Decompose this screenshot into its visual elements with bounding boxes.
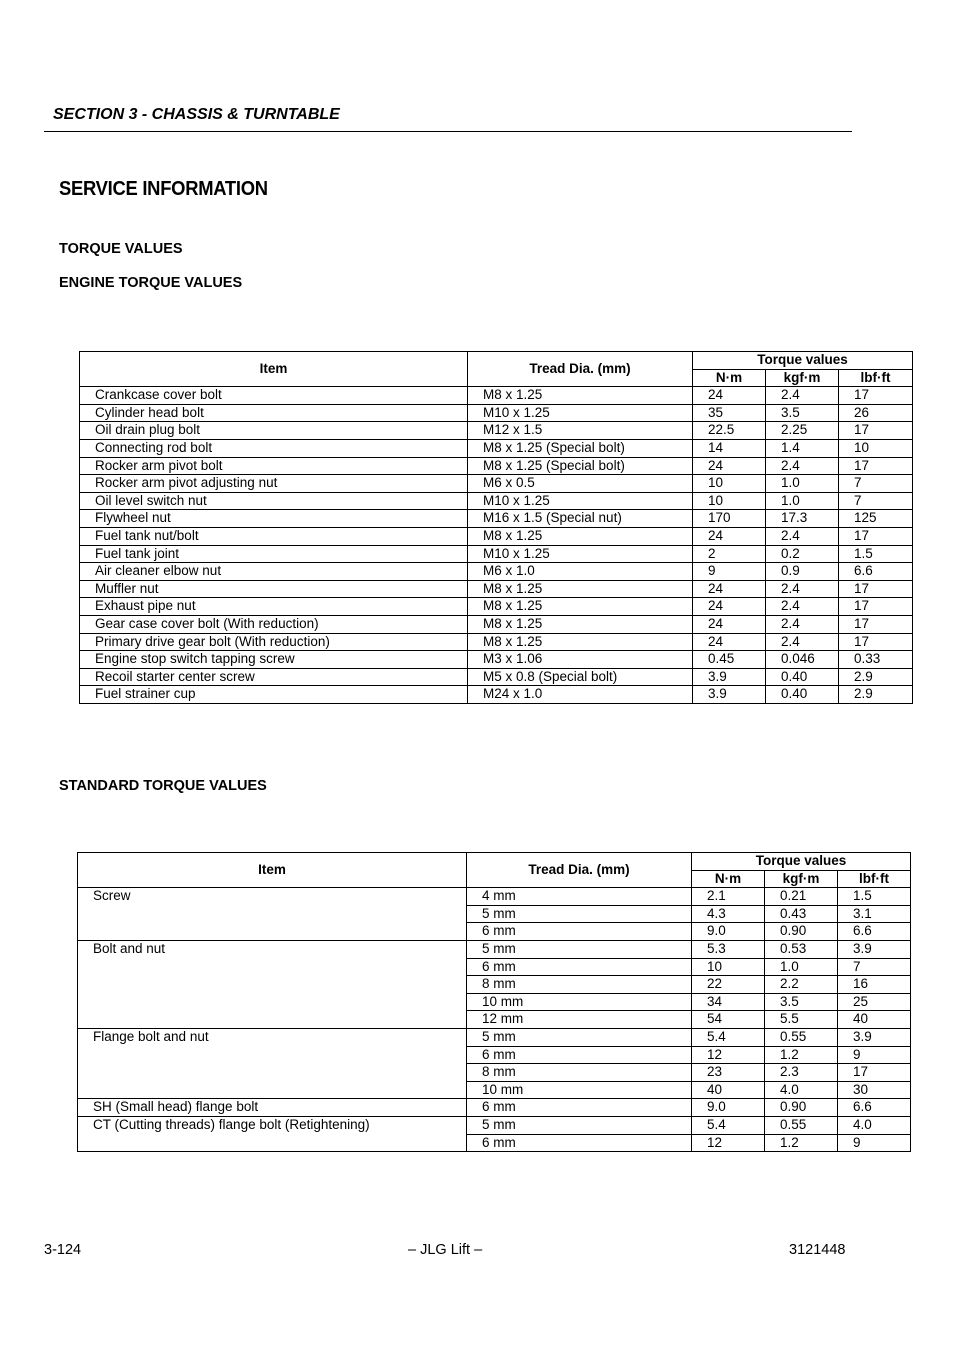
item-cell: Oil drain plug bolt [80,422,468,440]
footer-center: – JLG Lift – [408,1242,483,1258]
tread-cell: 6 mm [467,958,692,976]
lbfft-cell: 6.6 [839,563,913,581]
kgfm-cell: 17.3 [766,510,839,528]
tread-cell: 5 mm [467,1028,692,1046]
tread-cell: M16 x 1.5 (Special nut) [468,510,693,528]
item-cell: Crankcase cover bolt [80,387,468,405]
nm-cell: 3.9 [693,668,766,686]
table-row [80,686,913,704]
tread-cell: M8 x 1.25 [468,527,693,545]
lbfft-cell: 17 [839,580,913,598]
nm-cell: 3.9 [693,686,766,704]
nm-cell: 5.4 [692,1028,765,1046]
item-cell: Bolt and nut [78,940,467,1028]
nm-cell: 34 [692,993,765,1011]
nm-cell: 10 [692,958,765,976]
tread-cell: M8 x 1.25 [468,580,693,598]
tread-cell: M5 x 0.8 (Special bolt) [468,668,693,686]
tread-cell: M24 x 1.0 [468,686,693,704]
table-row [80,404,913,422]
item-cell: Oil level switch nut [80,492,468,510]
kgfm-cell: 1.0 [766,492,839,510]
kgfm-cell: 2.4 [766,527,839,545]
tread-cell: 5 mm [467,1116,692,1134]
col-nm-header: N·m [693,369,766,387]
nm-cell: 14 [693,439,766,457]
nm-cell: 24 [693,633,766,651]
lbfft-cell: 3.1 [838,905,911,923]
tread-cell: 6 mm [467,1046,692,1064]
lbfft-cell: 26 [839,404,913,422]
item-cell: Flywheel nut [80,510,468,528]
kgfm-cell: 0.9 [766,563,839,581]
col-item-header: Item [80,352,468,387]
kgfm-cell: 1.0 [766,475,839,493]
page-title: SERVICE INFORMATION [59,178,268,200]
lbfft-cell: 2.9 [839,668,913,686]
table-row [80,668,913,686]
kgfm-cell: 1.2 [765,1134,838,1152]
nm-cell: 24 [693,387,766,405]
col-lbfft-header: lbf·ft [839,369,913,387]
table-row [80,615,913,633]
table-row [80,527,913,545]
table-row [80,510,913,528]
tread-cell: M8 x 1.25 [468,598,693,616]
tread-cell: 10 mm [467,993,692,1011]
page-number: 3-124 [44,1242,82,1258]
table-row [78,940,911,958]
kgfm-cell: 0.40 [766,686,839,704]
kgfm-cell: 0.40 [766,668,839,686]
tread-cell: 8 mm [467,976,692,994]
col-tread-header: Tread Dia. (mm) [468,352,693,387]
table-row [80,387,913,405]
col-lbfft-header: lbf·ft [838,870,911,888]
tread-cell: M10 x 1.25 [468,492,693,510]
nm-cell: 24 [693,615,766,633]
item-cell: Engine stop switch tapping screw [80,651,468,669]
nm-cell: 12 [692,1046,765,1064]
kgfm-cell: 0.90 [765,923,838,941]
standard-torque-table [77,852,911,1152]
lbfft-cell: 17 [839,615,913,633]
nm-cell: 4.3 [692,905,765,923]
tread-cell: 4 mm [467,888,692,906]
tread-cell: M6 x 1.0 [468,563,693,581]
table-row [80,492,913,510]
kgfm-cell: 2.25 [766,422,839,440]
table-row [80,598,913,616]
col-tread-header: Tread Dia. (mm) [467,853,692,888]
item-cell: Cylinder head bolt [80,404,468,422]
table-row [80,439,913,457]
item-cell: Fuel strainer cup [80,686,468,704]
tread-cell: M8 x 1.25 (Special bolt) [468,439,693,457]
kgfm-cell: 2.4 [766,615,839,633]
tread-cell: M12 x 1.5 [468,422,693,440]
lbfft-cell: 16 [838,976,911,994]
nm-cell: 5.4 [692,1116,765,1134]
lbfft-cell: 25 [838,993,911,1011]
table-row [78,1099,911,1117]
tread-cell: 6 mm [467,1099,692,1117]
lbfft-cell: 3.9 [838,940,911,958]
kgfm-cell: 1.0 [765,958,838,976]
kgfm-cell: 0.046 [766,651,839,669]
lbfft-cell: 17 [839,527,913,545]
lbfft-cell: 4.0 [838,1116,911,1134]
lbfft-cell: 6.6 [838,923,911,941]
tread-cell: M8 x 1.25 [468,387,693,405]
section-header: SECTION 3 - CHASSIS & TURNTABLE [53,106,340,123]
lbfft-cell: 17 [839,422,913,440]
item-cell: Air cleaner elbow nut [80,563,468,581]
kgfm-cell: 2.4 [766,387,839,405]
kgfm-cell: 0.53 [765,940,838,958]
item-cell: Screw [78,888,467,941]
lbfft-cell: 17 [839,633,913,651]
kgfm-cell: 3.5 [765,993,838,1011]
kgfm-cell: 5.5 [765,1011,838,1029]
nm-cell: 40 [692,1081,765,1099]
table-row [78,888,911,906]
nm-cell: 2.1 [692,888,765,906]
engine-torque-table [79,351,913,704]
nm-cell: 24 [693,527,766,545]
tread-cell: M6 x 0.5 [468,475,693,493]
kgfm-cell: 0.21 [765,888,838,906]
lbfft-cell: 30 [838,1081,911,1099]
item-cell: Exhaust pipe nut [80,598,468,616]
table-row [80,457,913,475]
lbfft-cell: 7 [839,475,913,493]
tread-cell: M3 x 1.06 [468,651,693,669]
tread-cell: 8 mm [467,1064,692,1082]
item-cell: Primary drive gear bolt (With reduction) [80,633,468,651]
nm-cell: 9.0 [692,923,765,941]
lbfft-cell: 6.6 [838,1099,911,1117]
tread-cell: M8 x 1.25 (Special bolt) [468,457,693,475]
kgfm-cell: 2.4 [766,580,839,598]
lbfft-cell: 17 [839,457,913,475]
table-row [80,475,913,493]
nm-cell: 5.3 [692,940,765,958]
item-cell: Recoil starter center screw [80,668,468,686]
document-number: 3121448 [789,1242,846,1258]
nm-cell: 9 [693,563,766,581]
kgfm-cell: 1.2 [765,1046,838,1064]
nm-cell: 10 [693,475,766,493]
table-row [80,651,913,669]
nm-cell: 23 [692,1064,765,1082]
nm-cell: 0.45 [693,651,766,669]
nm-cell: 22.5 [693,422,766,440]
kgfm-cell: 2.3 [765,1064,838,1082]
torque-values-heading: TORQUE VALUES [59,241,183,257]
item-cell: SH (Small head) flange bolt [78,1099,467,1117]
kgfm-cell: 0.2 [766,545,839,563]
col-torque-header: Torque values [693,352,913,370]
item-cell: Rocker arm pivot bolt [80,457,468,475]
nm-cell: 9.0 [692,1099,765,1117]
col-nm-header: N·m [692,870,765,888]
header-rule [44,131,852,132]
tread-cell: 6 mm [467,1134,692,1152]
nm-cell: 35 [693,404,766,422]
nm-cell: 24 [693,580,766,598]
lbfft-cell: 9 [838,1134,911,1152]
tread-cell: 10 mm [467,1081,692,1099]
nm-cell: 22 [692,976,765,994]
lbfft-cell: 1.5 [839,545,913,563]
lbfft-cell: 125 [839,510,913,528]
tread-cell: 5 mm [467,940,692,958]
kgfm-cell: 0.55 [765,1028,838,1046]
tread-cell: M8 x 1.25 [468,633,693,651]
lbfft-cell: 17 [839,387,913,405]
tread-cell: 5 mm [467,905,692,923]
lbfft-cell: 40 [838,1011,911,1029]
table-row [80,563,913,581]
col-item-header: Item [78,853,467,888]
nm-cell: 12 [692,1134,765,1152]
item-cell: Fuel tank nut/bolt [80,527,468,545]
item-cell: Flange bolt and nut [78,1028,467,1098]
tread-cell: M8 x 1.25 [468,615,693,633]
nm-cell: 170 [693,510,766,528]
lbfft-cell: 0.33 [839,651,913,669]
kgfm-cell: 1.4 [766,439,839,457]
table-row [80,422,913,440]
tread-cell: M10 x 1.25 [468,545,693,563]
lbfft-cell: 2.9 [839,686,913,704]
nm-cell: 24 [693,457,766,475]
kgfm-cell: 2.2 [765,976,838,994]
kgfm-cell: 2.4 [766,598,839,616]
nm-cell: 10 [693,492,766,510]
item-cell: Fuel tank joint [80,545,468,563]
table-row [80,633,913,651]
item-cell: Connecting rod bolt [80,439,468,457]
lbfft-cell: 7 [839,492,913,510]
tread-cell: 6 mm [467,923,692,941]
kgfm-cell: 3.5 [766,404,839,422]
standard-torque-heading: STANDARD TORQUE VALUES [59,778,267,794]
col-kgfm-header: kgf·m [766,369,839,387]
col-torque-header: Torque values [692,853,911,871]
lbfft-cell: 1.5 [838,888,911,906]
table-row [78,1116,911,1134]
lbfft-cell: 17 [839,598,913,616]
lbfft-cell: 3.9 [838,1028,911,1046]
nm-cell: 54 [692,1011,765,1029]
nm-cell: 24 [693,598,766,616]
table-row [80,580,913,598]
item-cell: Muffler nut [80,580,468,598]
kgfm-cell: 4.0 [765,1081,838,1099]
col-kgfm-header: kgf·m [765,870,838,888]
lbfft-cell: 7 [838,958,911,976]
lbfft-cell: 10 [839,439,913,457]
lbfft-cell: 9 [838,1046,911,1064]
table-row [80,545,913,563]
tread-cell: M10 x 1.25 [468,404,693,422]
kgfm-cell: 0.55 [765,1116,838,1134]
engine-torque-heading: ENGINE TORQUE VALUES [59,275,243,291]
tread-cell: 12 mm [467,1011,692,1029]
kgfm-cell: 0.43 [765,905,838,923]
kgfm-cell: 2.4 [766,457,839,475]
lbfft-cell: 17 [838,1064,911,1082]
table-row [78,1028,911,1046]
item-cell: CT (Cutting threads) flange bolt (Retightening) [78,1116,467,1151]
item-cell: Rocker arm pivot adjusting nut [80,475,468,493]
item-cell: Gear case cover bolt (With reduction) [80,615,468,633]
kgfm-cell: 0.90 [765,1099,838,1117]
kgfm-cell: 2.4 [766,633,839,651]
nm-cell: 2 [693,545,766,563]
